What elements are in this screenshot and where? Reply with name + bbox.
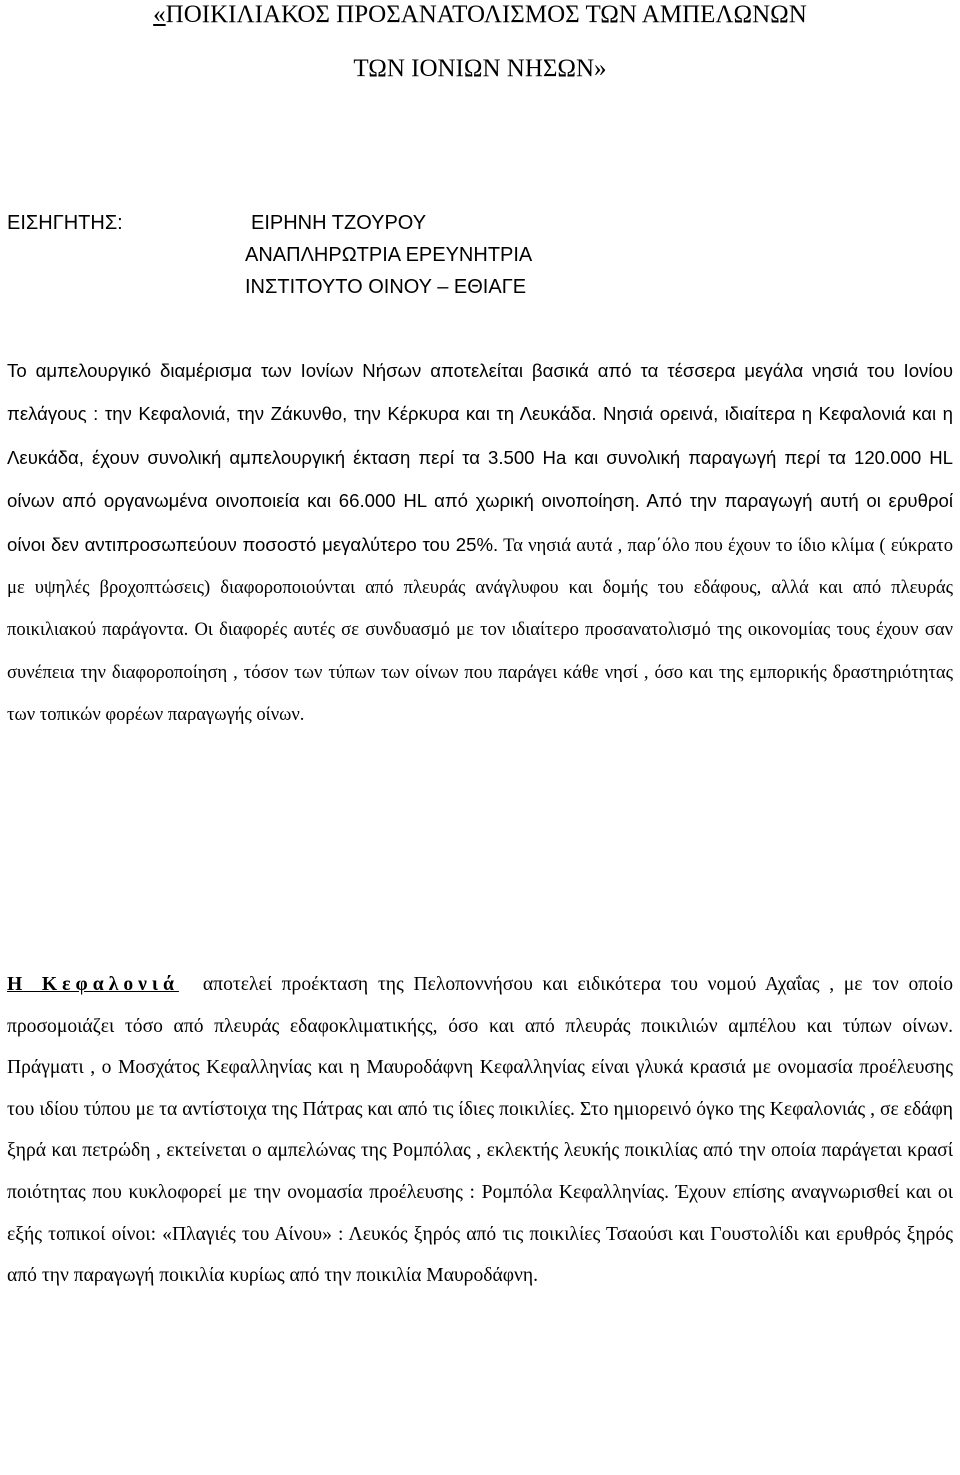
author-role: ΑΝΑΠΛΗΡΩΤΡΙΑ ΕΡΕΥΝΗΤΡΙΑ: [245, 244, 533, 266]
document-title-line-1: [0, 0, 960, 30]
intro-paragraph-part-1: Το αμπελουργικό διαμέρισμα των Ιονίων Νήσων αποτελείται βασικά από τα τέσσερα μεγάλα νησιά του Ιονίου πελάγους : την Κεφαλονιά, την Ζάκυνθο, την Κέρκυρα και τη Λευκάδα. Νησιά ορεινά, ιδιαίτερα η Κεφαλονιά και η Λευκάδα, έχουν συνολική αμπελουργική έκταση περί τα 3.500 Ha και συνολική παραγωγή περί τα 120.000 HL οίνων από οργανωμένα οινοποιεία και 66.000 HL από χωρική οινοποίηση. Από την παραγωγή αυτή οι ερυθροί οίνοι δεν αντιπροσωπεύουν ποσοστό μεγαλύτερο του 25%.: [7, 360, 953, 555]
author-institute: ΙΝΣΤΙΤΟΥΤΟ ΟΙΝΟΥ – ΕΘΙΑΓΕ: [245, 276, 527, 298]
document-title-line-2: ΤΩΝ ΙΟΝΙΩΝ ΝΗΣΩΝ»: [353, 55, 607, 82]
title-line-1-text: ΠΟΙΚΙΛΙΑΚΟΣ ΠΡΟΣΑΝΑΤΟΛΙΣΜΟΣ ΤΩΝ ΑΜΠΕΛΩΝΩΝ: [165, 1, 807, 28]
intro-paragraph: [7, 350, 953, 737]
intro-paragraph-part-2: Τα νησιά αυτά , παρ΄όλο που έχουν το ίδιο κλίμα ( εύκρατο με υψηλές βροχοπτώσεις) διαφοροποιούνται από πλευράς ανάγλυφου και δομής του εδάφους, αλλά και από πλευράς ποικιλιακού παράγοντα. Οι διαφορές αυτές σε συνδυασμό με τον ιδιαίτερο προσανατολισμό της οικονομίας τους έχουν σαν συνέπεια την διαφοροποίηση , τόσον των τύπων των οίνων που παράγει κάθε νησί , όσο και της εμπορικής δραστηριότητας των τοπικών φορέων παραγωγής οίνων.: [7, 534, 953, 726]
kefalonia-heading: Η Κεφαλονιά: [7, 974, 179, 995]
kefalonia-paragraph-text: αποτελεί προέκταση της Πελοποννήσου και ειδικότερα του νομού Αχαΐας , με τον οποίο προσομοιάζει τόσο από πλευράς εδαφοκλιματικήςς, όσο και από πλευράς ποικιλιών αμπέλου και τύπων οίνων. Πράγματι , ο Μοσχάτος Κεφαλληνίας και η Μαυροδάφνη Κεφαλληνίας είναι γλυκά κρασιά με ονομασία προέλευσης του ιδίου τύπου με τα αντίστοιχα της Πάτρας και από τις ίδιες ποικιλίες. Στο ημιορεινό όγκο της Κεφαλονιάς , σε εδάφη ξηρά και πετρώδη , εκτείνεται ο αμπελώνας της Ρομπόλας , εκλεκτής λευκής ποικιλίας από την οποία παράγεται κρασί ποιότητας που κυκλοφορεί με την ονομασία προέλευσης : Ρομπόλα Κεφαλληνίας. Έχουν επίσης αναγνωρισθεί και οι εξής τοπικοί οίνοι: «Πλαγιές του Αίνου» : Λευκός ξηρός από τις ποικιλίες Τσαούσι και Γουστολίδι και ερυθρός ξηρός από την παραγωγή ποικιλία κυρίως από την ποικιλία Μαυροδάφνη.: [7, 974, 953, 1287]
title-open-quote: «: [153, 1, 166, 28]
author-label: ΕΙΣΗΓΗΤΗΣ:: [7, 212, 123, 234]
kefalonia-paragraph: [7, 964, 953, 1297]
author-name: ΕΙΡΗΝΗ ΤΖΟΥΡΟΥ: [251, 212, 427, 234]
